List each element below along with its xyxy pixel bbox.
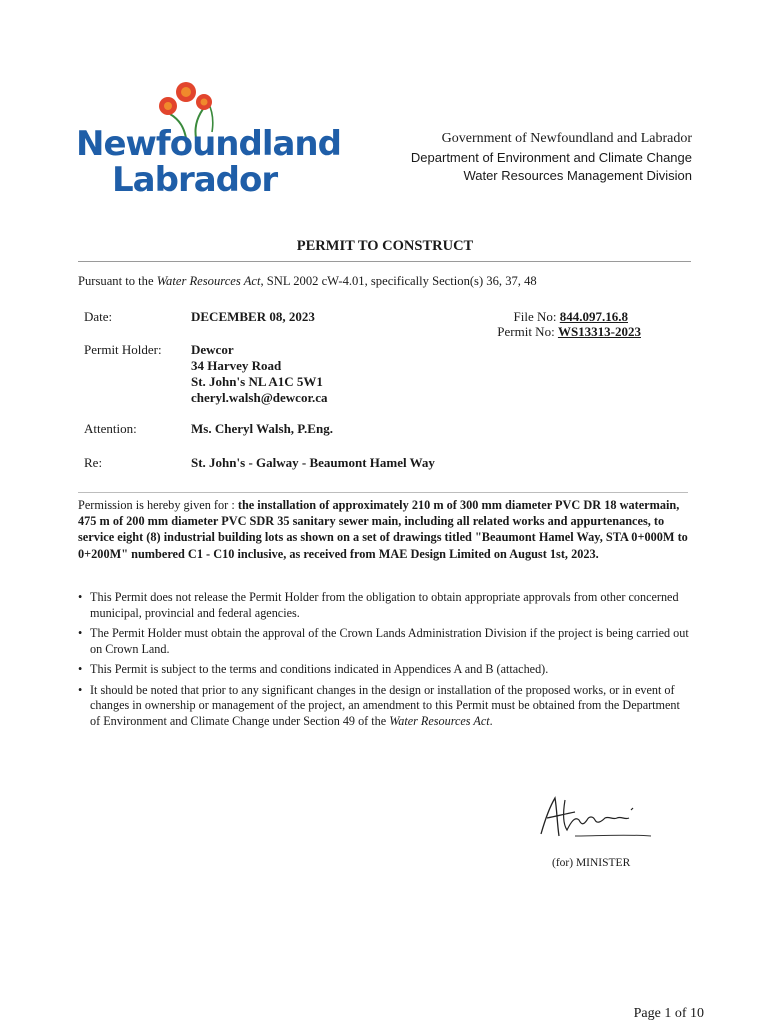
pursuant-prefix: Pursuant to the [78,274,157,288]
pursuant-suffix: , SNL 2002 cW-4.01, specifically Section(s) 36, 37, 48 [260,274,537,288]
condition-text: This Permit is subject to the terms and conditions indicated in Appendices A and B (attached). [90,662,549,676]
permit-label: Permit No: [497,324,558,339]
document-title: PERMIT TO CONSTRUCT [296,238,474,254]
header-government: Government of Newfoundland and Labrador [441,131,692,146]
condition-act: Water Resources Act [389,713,490,728]
condition-end: . [489,713,493,728]
permission-prefix: Permission is hereby given for : [78,498,238,512]
title-rule [78,261,691,262]
holder-street: 34 Harvey Road [191,358,282,373]
signature-caption: (for) MINISTER [552,857,631,869]
file-label: File No: [513,309,560,324]
permit-value: WS13313-2023 [557,324,641,339]
list-item: • This Permit does not release the Permit Holder from the obligation to obtain appropriate approvals from other concerned municipal, provincial and federal agencies. [78,590,679,620]
file-value: 844.097.16.8 [559,309,628,324]
holder-address [191,342,328,406]
attention-label: Attention: [84,421,137,436]
holder-email: cheryl.walsh@dewcor.ca [191,390,328,405]
section-rule [78,492,688,493]
date-label: Date: [84,309,113,324]
pursuant-line [78,274,537,289]
header-division: Water Resources Management Division [463,168,692,183]
permission-paragraph [78,497,690,562]
signature-image [535,790,655,846]
list-item: • This Permit is subject to the terms and conditions indicated in Appendices A and B (attached). [78,662,549,676]
file-number [514,309,628,325]
logo-line-2: Labrador [112,160,278,200]
permission-body: the installation of approximately 210 m of 300 mm diameter PVC DR 18 watermain, 475 m of 200 mm diameter PVC SDR 35 sanitary sewer main, including all related works and appurtenances, to service eight (8) industrial building lots as shown on a set of drawings titled "Beaumont Hamel Way, STA 0+000M to 0+200M" numbered C1 - C10 inclusive, as received from MAE Design Limited on August 1st, 2023. [78,498,688,561]
logo-line-1: Newfoundland [76,124,341,164]
condition-text: It should be noted that prior to any significant changes in the design or installation of the proposed works, or in event of changes in ownership or management of the project, an amendment to this Permit must be obtained from the Department of Environment and Climate Change under Section 49 of the [90,682,680,728]
list-item: • The Permit Holder must obtain the approval of the Crown Lands Administration Division if the project is being carried out on Crown Land. [78,626,689,656]
holder-name: Dewcor [191,342,234,357]
pursuant-act: Water Resources Act [156,274,261,288]
attention-value: Ms. Cheryl Walsh, P.Eng. [191,421,333,436]
holder-label: Permit Holder: [84,342,162,357]
permit-number [497,324,641,340]
holder-city: St. John's NL A1C 5W1 [191,374,323,389]
re-value: St. John's - Galway - Beaumont Hamel Way [191,455,435,470]
re-label: Re: [84,455,103,470]
condition-text: The Permit Holder must obtain the approval of the Crown Lands Administration Division if the project is being carried out on Crown Land. [90,626,689,656]
government-logo [76,80,341,200]
condition-text: This Permit does not release the Permit Holder from the obligation to obtain appropriate approvals from other concerned municipal, provincial and federal agencies. [90,590,679,620]
conditions-list [78,590,692,734]
list-item: • It should be noted that prior to any significant changes in the design or installation of the proposed works, or in event of changes in ownership or management of the project, an amendment to this Permit must be obtained from the Department of Environment and Climate Change under Section 49 of the Water Resources Act. [78,682,680,728]
header-department: Department of Environment and Climate Change [410,150,692,165]
date-value: DECEMBER 08, 2023 [191,309,315,324]
page-number: Page 1 of 10 [633,1006,704,1021]
